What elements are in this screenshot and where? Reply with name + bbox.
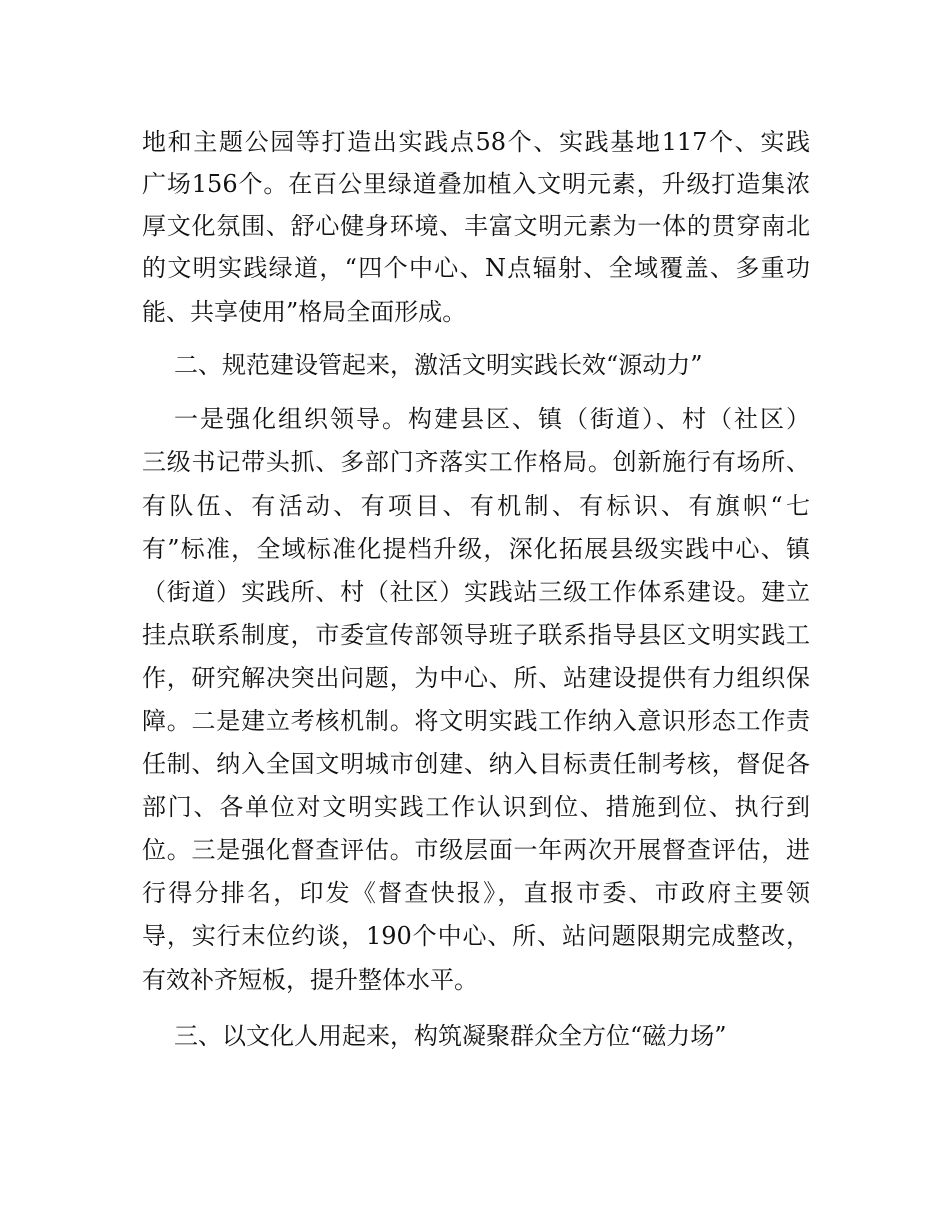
section-heading-2: 二、规范建设管起来，激活文明实践长效“源动力” [174, 351, 703, 379]
paragraph-line-5: 能、共享使用”格局全面形成。 [142, 298, 467, 326]
paragraph-line-8: 有队伍、有活动、有项目、有机制、有标识、有旗帜“七 [142, 492, 810, 520]
paragraph-line-15: 部门、各单位对文明实践工作认识到位、措施到位、执行到 [142, 793, 810, 821]
paragraph-line-10: （街道）实践所、村（社区）实践站三级工作体系建设。建立 [142, 578, 810, 606]
paragraph-line-4: 的文明实践绿道，“四个中心、N点辐射、全域覆盖、多重功 [142, 254, 810, 282]
paragraph-line-17: 行得分排名，印发《督查快报》，直报市委、市政府主要领 [142, 879, 810, 907]
section-heading-3: 三、以文化人用起来，构筑凝聚群众全方位“磁力场” [174, 1022, 727, 1050]
paragraph-line-19: 有效补齐短板，提升整体水平。 [142, 966, 478, 994]
paragraph-line-16: 位。三是强化督查评估。市级层面一年两次开展督查评估，进 [142, 836, 810, 864]
paragraph-line-3: 厚文化氛围、舒心健身环境、丰富文明元素为一体的贯穿南北 [142, 212, 810, 240]
paragraph-line-13: 障。二是建立考核机制。将文明实践工作纳入意识形态工作责 [142, 707, 810, 735]
paragraph-line-7: 三级书记带头抓、多部门齐落实工作格局。创新施行有场所、 [142, 448, 810, 476]
paragraph-line-9: 有”标准，全域标准化提档升级，深化拓展县级实践中心、镇 [142, 535, 810, 563]
paragraph-line-1: 地和主题公园等打造出实践点58个、实践基地117个、实践 [142, 128, 810, 156]
paragraph-line-11: 挂点联系制度，市委宣传部领导班子联系指导县区文明实践工 [142, 621, 810, 649]
paragraph-line-14: 任制、纳入全国文明城市创建、纳入目标责任制考核，督促各 [142, 750, 810, 778]
paragraph-line-6: 一是强化组织领导。构建县区、镇（街道）、村（社区） [174, 405, 810, 433]
paragraph-line-2: 广场156个。在百公里绿道叠加植入文明元素，升级打造集浓 [142, 170, 810, 198]
paragraph-line-18: 导，实行末位约谈，190个中心、所、站问题限期完成整改， [142, 922, 810, 950]
paragraph-line-12: 作，研究解决突出问题，为中心、所、站建设提供有力组织保 [142, 664, 810, 692]
